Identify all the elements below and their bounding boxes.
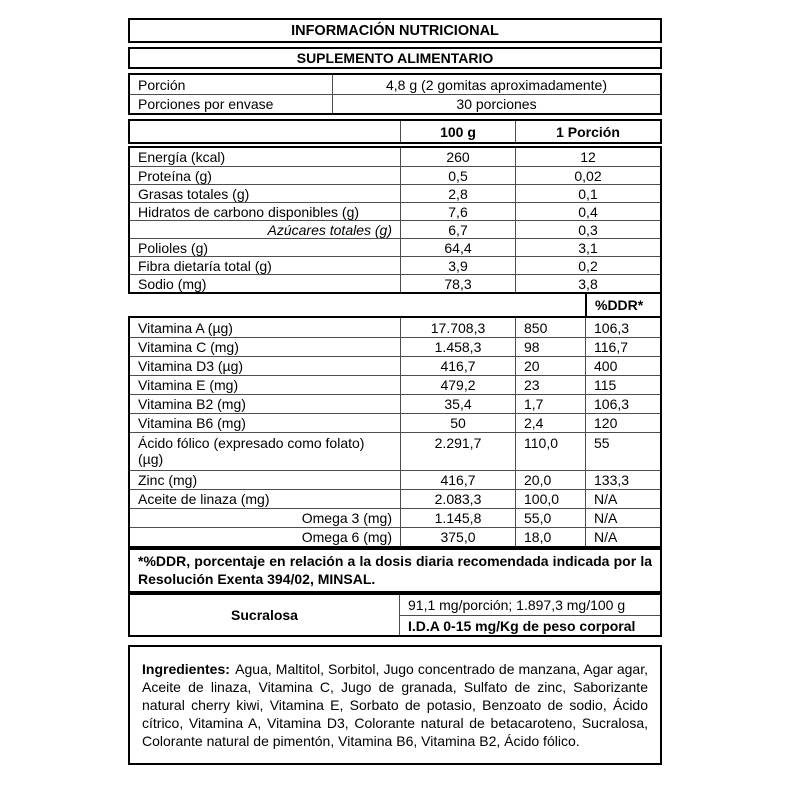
value-ddr: 133,3	[585, 471, 660, 489]
value-portion: 2,4	[515, 414, 585, 432]
value-100g: 17.708,3	[400, 318, 515, 337]
table-row	[130, 238, 660, 256]
value-100g: 78,3	[400, 275, 515, 292]
sucralosa-label: Sucralosa	[130, 595, 400, 635]
servings-per-pack-value: 30 porciones	[332, 95, 660, 113]
table-row	[130, 256, 660, 274]
row-label: Omega 6 (mg)	[301, 529, 392, 545]
value-ddr: 115	[585, 376, 660, 394]
value-portion: 20,0	[515, 471, 585, 489]
column-header-row	[128, 119, 662, 144]
value-portion: 3,1	[515, 239, 660, 256]
portion-value: 4,8 g (2 gomitas aproximadamente)	[332, 75, 660, 94]
row-label: Azúcares totales (g)	[267, 221, 392, 238]
value-ddr: 106,3	[585, 395, 660, 413]
value-portion: 0,3	[515, 221, 660, 238]
portion-label: Porción	[138, 76, 186, 93]
table-row	[130, 375, 660, 394]
row-label: Zinc (mg)	[138, 472, 198, 488]
micronutrients-table	[128, 316, 662, 548]
value-ddr: 106,3	[585, 318, 660, 337]
row-label: Omega 3 (mg)	[301, 510, 392, 526]
sucralosa-table	[128, 593, 662, 637]
row-label: Ácido fólico (expresado como folato) (µg)	[138, 435, 365, 467]
table-row	[130, 489, 660, 508]
value-ddr: 400	[585, 357, 660, 375]
column-header-100g: 100 g	[400, 121, 515, 142]
value-ddr: 55	[585, 433, 660, 470]
table-row	[130, 356, 660, 375]
ingredients-list: Agua, Maltitol, Sorbitol, Jugo concentrado de manzana, Agar agar, Aceite de linaza, Vitamina C, Jugo de granada, Sulfato de zinc, Saborizante natural cherry kiwi, Vitamina E, Sorbato de potasio, Benzoato de sodio, Ácido cítrico, Vitamina A, Vitamina D3, Colorante natural de betacaroteno, Sucralosa, Colorante natural de pimentón, Vitamina B6, Vitamina B2, Ácido fólico.	[142, 661, 648, 749]
value-100g: 6,7	[400, 221, 515, 238]
value-100g: 479,2	[400, 376, 515, 394]
table-row	[130, 75, 660, 94]
label-title: INFORMACIÓN NUTRICIONAL	[128, 18, 662, 43]
row-label: Sodio (mg)	[138, 275, 207, 292]
table-row	[130, 394, 660, 413]
table-row	[130, 220, 660, 238]
row-label: Vitamina D3 (µg)	[138, 358, 244, 374]
value-portion: 0,2	[515, 257, 660, 274]
row-label: Vitamina C (mg)	[138, 339, 239, 355]
value-portion: 110,0	[515, 433, 585, 470]
column-header-ddr: %DDR*	[585, 294, 662, 316]
row-label: Proteína (g)	[138, 167, 212, 184]
value-ddr: 120	[585, 414, 660, 432]
table-row	[130, 94, 660, 113]
table-row	[130, 166, 660, 184]
ddr-header-row	[128, 294, 662, 316]
nutrition-label	[128, 18, 662, 765]
value-portion: 850	[515, 318, 585, 337]
value-100g: 416,7	[400, 471, 515, 489]
ddr-footnote: *%DDR, porcentaje en relación a la dosis diaria recomendada indicada por la Resolución Exenta 394/02, MINSAL.	[128, 548, 662, 593]
row-label: Vitamina B6 (mg)	[138, 415, 246, 431]
sucralosa-ida: I.D.A 0-15 mg/Kg de peso corporal	[400, 615, 660, 635]
table-row	[130, 470, 660, 489]
value-100g: 0,5	[400, 167, 515, 184]
sucralosa-values	[400, 595, 660, 635]
value-100g: 2.291,7	[400, 433, 515, 470]
sucralosa-dose: 91,1 mg/porción; 1.897,3 mg/100 g	[408, 597, 626, 613]
ingredients-label: Ingredientes:	[142, 661, 230, 677]
row-label: Vitamina B2 (mg)	[138, 396, 246, 412]
value-100g: 416,7	[400, 357, 515, 375]
table-row	[130, 413, 660, 432]
row-label: Energía (kcal)	[138, 149, 226, 165]
value-portion: 98	[515, 338, 585, 356]
value-portion: 55,0	[515, 509, 585, 527]
servings-per-pack-label: Porciones por envase	[138, 96, 274, 112]
ingredients-section	[128, 645, 662, 765]
value-100g: 260	[400, 148, 515, 166]
macronutrients-table	[128, 146, 662, 294]
row-label: Vitamina A (µg)	[138, 319, 233, 336]
value-portion: 100,0	[515, 490, 585, 508]
value-100g: 2,8	[400, 185, 515, 202]
table-row	[130, 508, 660, 527]
value-ddr: 116,7	[585, 338, 660, 356]
table-row	[130, 202, 660, 220]
table-row	[130, 527, 660, 546]
value-portion: 3,8	[515, 275, 660, 292]
row-label: Grasas totales (g)	[138, 185, 250, 202]
value-100g: 35,4	[400, 395, 515, 413]
value-ddr: N/A	[585, 509, 660, 527]
value-100g: 50	[400, 414, 515, 432]
value-portion: 20	[515, 357, 585, 375]
value-portion: 1,7	[515, 395, 585, 413]
value-portion: 12	[515, 148, 660, 166]
serving-info-table	[128, 73, 662, 115]
table-row	[130, 148, 660, 166]
column-header-blank	[130, 121, 400, 142]
ddr-header-blank	[128, 294, 585, 316]
value-ddr: N/A	[585, 490, 660, 508]
value-100g: 64,4	[400, 239, 515, 256]
label-subtitle: SUPLEMENTO ALIMENTARIO	[128, 47, 662, 69]
table-row	[130, 184, 660, 202]
column-header-portion: 1 Porción	[515, 121, 660, 142]
row-label: Polioles (g)	[138, 239, 209, 256]
table-row	[130, 274, 660, 292]
value-portion: 18,0	[515, 528, 585, 546]
row-label: Vitamina E (mg)	[138, 377, 239, 393]
value-100g: 7,6	[400, 203, 515, 220]
row-label: Hidratos de carbono disponibles (g)	[138, 203, 360, 220]
value-portion: 23	[515, 376, 585, 394]
ingredients-text	[142, 660, 648, 750]
row-label: Fibra dietaría total (g)	[138, 257, 272, 274]
value-100g: 1.145,8	[400, 509, 515, 527]
value-portion: 0,1	[515, 185, 660, 202]
value-100g: 375,0	[400, 528, 515, 546]
table-row	[130, 337, 660, 356]
value-100g: 1.458,3	[400, 338, 515, 356]
table-row	[130, 318, 660, 337]
value-100g: 2.083,3	[400, 490, 515, 508]
table-row	[130, 432, 660, 470]
value-100g: 3,9	[400, 257, 515, 274]
value-portion: 0,02	[515, 167, 660, 184]
row-label: Aceite de linaza (mg)	[138, 491, 270, 507]
value-ddr: N/A	[585, 528, 660, 546]
value-portion: 0,4	[515, 203, 660, 220]
